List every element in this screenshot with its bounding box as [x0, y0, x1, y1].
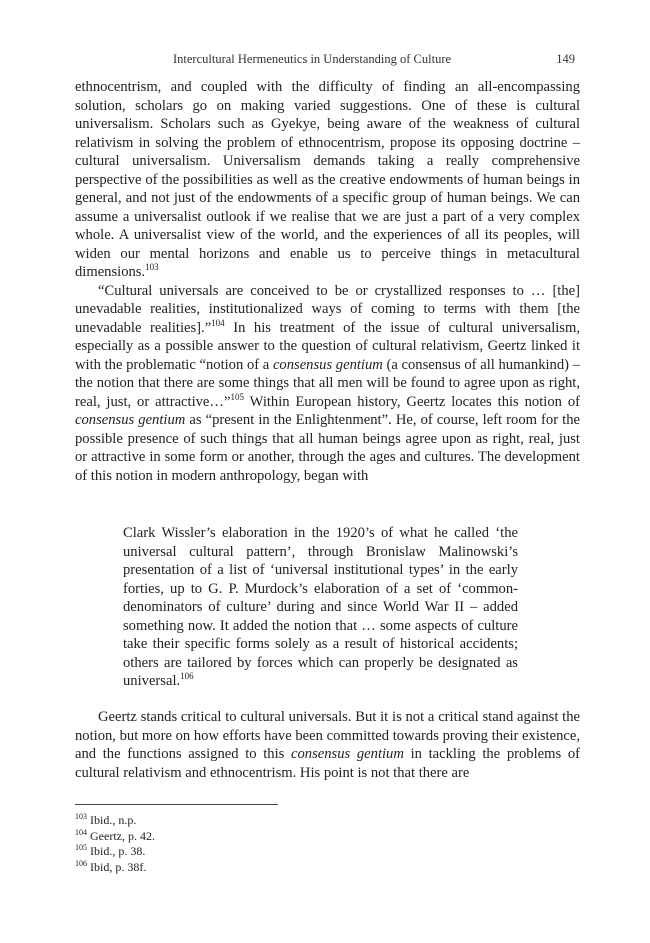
- running-title: Intercultural Hermeneutics in Understanding of Culture: [173, 52, 452, 66]
- latin-term: consensus gentium: [75, 412, 186, 428]
- page-number: 149: [556, 52, 575, 66]
- footnote-104: [75, 829, 475, 845]
- footnote-number: 104: [75, 827, 87, 837]
- main-text-continued: [75, 708, 580, 782]
- footnote-ref-103[interactable]: 103: [145, 262, 159, 273]
- footnote-divider: [75, 804, 278, 805]
- footnote-ref-105[interactable]: 105: [230, 391, 244, 402]
- footnote-number: 106: [75, 858, 87, 868]
- footnote-ref-106[interactable]: 106: [180, 671, 194, 682]
- quote-text: Clark Wissler’s elaboration in the 1920’s of what he called ‘the universal cultural pattern’, through Bronislaw Malinowski’s presentation of a list of ‘universal institutional types’ in the early forties, up to G. P. Murdock’s elaboration of a set of ‘common-denominators of culture’ during and since World War II – added something now. It added the notion that … some aspects of culture take their specific forms solely as a result of historical accidents; others are tailored by forces which can properly be designated as universal.: [123, 525, 518, 689]
- footnote-text: Ibid., p. 38.: [90, 844, 146, 858]
- block-quote: [123, 524, 518, 691]
- paragraph-3-text-a: Geertz stands critical to cultural universals. But it is not a critical stand against the notion, but more on how efforts have been committed towards proving their existence, and the functions assigned to this: [75, 709, 580, 762]
- footnote-text: Ibid., n.p.: [90, 813, 137, 827]
- footnote-text: Geertz, p. 42.: [90, 828, 155, 843]
- footnote-106: [75, 860, 475, 876]
- paragraph-2-text-c: (a consensus of all humankind) – the notion that there are some things that all men will be found to agree upon as right, real, just, or attractive…”: [75, 356, 580, 410]
- main-text: [75, 78, 580, 485]
- footnote-103: [75, 813, 475, 829]
- latin-term: consensus gentium: [272, 356, 383, 373]
- paragraph-3: [75, 708, 580, 782]
- footnote-number: 103: [75, 812, 87, 821]
- paragraph-3-text-b: in tackling the problems of cultural relativism and ethnocentrism. His point is not that there are: [75, 746, 580, 781]
- footnote-number: 105: [75, 843, 87, 852]
- paragraph-2-text-d: Within European history, Geertz locates this notion of: [243, 393, 580, 410]
- paragraph-2-text-b: In his treatment of the issue of cultural universalism, especially as a possible answer to the question of cultural relativism, Geertz linked it with the problematic “notion of a: [75, 319, 580, 373]
- footnotes: [75, 813, 475, 875]
- paragraph-2-text-a: “Cultural universals are conceived to be or crystallized responses to … [the] unevadable realities, institutionalized ways of coming to terms with them [the unevadable realities].”: [75, 282, 580, 336]
- paragraph-1: [75, 78, 580, 282]
- footnote-105: [75, 844, 475, 860]
- quote-paragraph: [123, 524, 518, 691]
- paragraph-1-text: ethnocentrism, and coupled with the difficulty of finding an all-encompassing solution, scholars go on making varied suggestions. One of these is cultural universalism. Scholars such as Gyekye, being aware of the weakness of cultural relativism in solving the problem of ethnocentrism, propose its opposing doctrine – cultural universalism. Universalism demands taking a really comprehensive perspective of the possibilities as well as the creative endowments of human beings in general, and not just of the endowments of a specific group of human beings. We can assume a universalist outlook if we realise that we are just a part of a very complex whole. A universalist view of the world, and the experiences of all its peoples, will widen our mental horizons and enable us to perceive things in metacultural dimensions.: [75, 79, 580, 280]
- footnote-ref-104[interactable]: 104: [211, 317, 225, 328]
- paragraph-2-text-e: as “present in the Enlightenment”. He, of course, left room for the possible presence of such things that all human beings agree upon as right, real, just or attractive in some form or another, through the ages and cultures. The development of this notion in modern anthropology, began with: [75, 412, 580, 484]
- paragraph-2: [75, 282, 580, 486]
- footnote-text: Ibid, p. 38f.: [90, 859, 147, 874]
- latin-term: consensus gentium: [291, 746, 404, 762]
